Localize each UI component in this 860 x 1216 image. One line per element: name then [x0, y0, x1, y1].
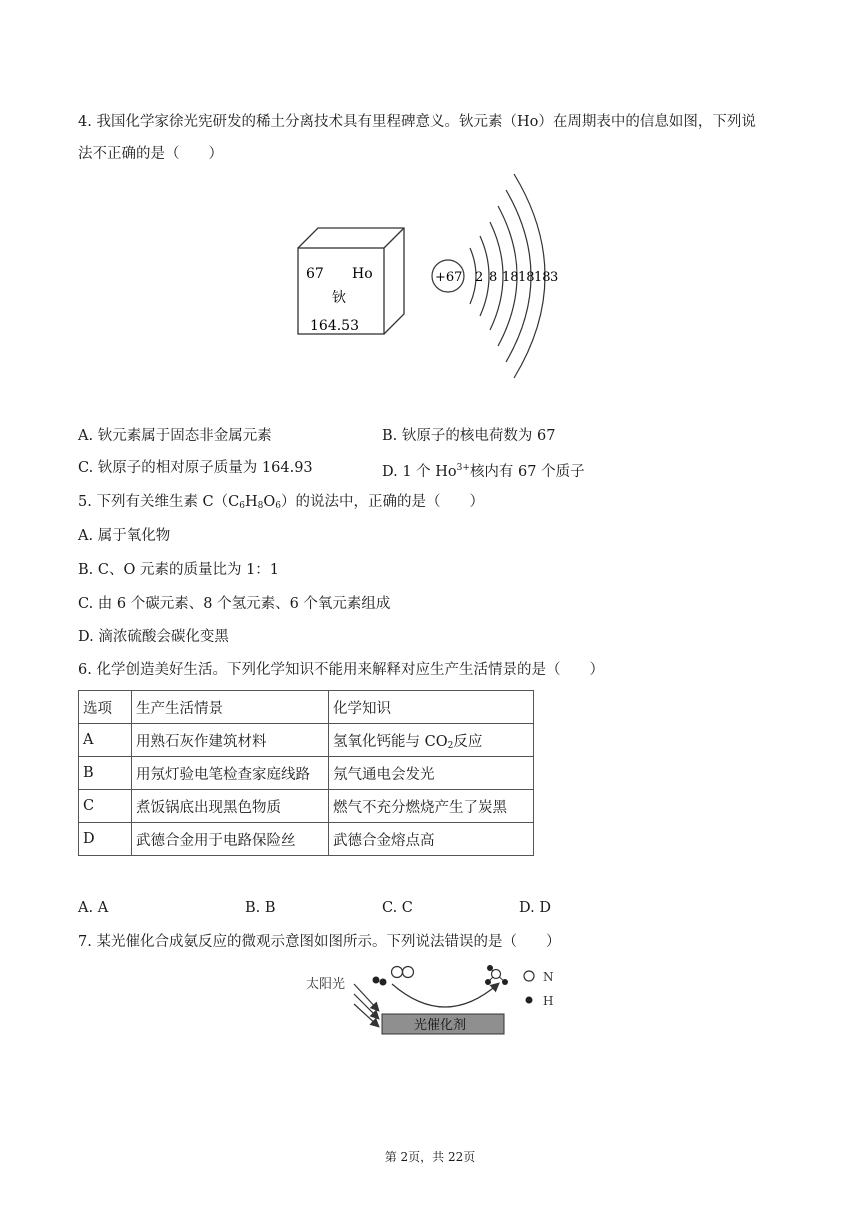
table-cell-sub: 2 — [447, 740, 454, 751]
h2-molecule — [373, 977, 387, 986]
shell-6: 3 — [550, 270, 559, 285]
nh3-molecule — [485, 965, 508, 985]
n2-molecule — [392, 967, 414, 978]
q7-stem: 7. 某光催化合成氨反应的微观示意图如图所示。下列说法错误的是（ ） — [78, 934, 561, 950]
q7-figure — [300, 960, 570, 1040]
table-cell — [329, 724, 534, 757]
table-row — [79, 757, 534, 790]
table-row — [79, 790, 534, 823]
q4-stem-line1: 4. 我国化学家徐光宪研发的稀土分离技术具有里程碑意义。钬元素（Ho）在周期表中的信息如图，下列说 — [78, 114, 756, 130]
legend-n-label: N — [543, 970, 554, 984]
shell-2: 8 — [489, 270, 498, 285]
table-cell: 武德合金用于电路保险丝 — [132, 823, 329, 856]
table-cell: B — [79, 757, 132, 790]
q5-stem — [78, 492, 484, 516]
table-cell: 用氖灯验电笔检查家庭线路 — [132, 757, 329, 790]
q5-option-a: A. 属于氧化物 — [78, 528, 171, 544]
q6-option-a: A. A — [78, 900, 109, 916]
q4-option-d-post: 核内有 67 个质子 — [469, 464, 585, 480]
nucleus-charge: +67 — [435, 270, 463, 285]
element-mass: 164.53 — [310, 318, 359, 334]
q5-option-d: D. 滴浓硫酸会碳化变黑 — [78, 629, 229, 645]
q5-stem-pre: 5. 下列有关维生素 C（C — [78, 494, 240, 510]
q5-h: H — [244, 494, 258, 510]
table-header-row — [79, 691, 534, 724]
legend-h-icon — [526, 997, 533, 1004]
sunlight-label: 太阳光 — [306, 977, 346, 992]
shell-4: 18 — [518, 270, 535, 285]
element-name: 钬 — [332, 290, 346, 306]
table-cell: 煮饭锅底出现黑色物质 — [132, 790, 329, 823]
q6-table — [78, 690, 534, 856]
q5-sub-h: 8 — [257, 501, 264, 511]
q5-option-b: B. C、O 元素的质量比为 1：1 — [78, 562, 280, 578]
element-symbol: Ho — [352, 266, 373, 282]
table-cell: 武德合金熔点高 — [329, 823, 534, 856]
q6-stem: 6. 化学创造美好生活。下列化学知识不能用来解释对应生产生活情景的是（ ） — [78, 662, 604, 678]
table-cell-text-post: 反应 — [453, 733, 483, 750]
q6-option-b: B. B — [245, 900, 276, 916]
q4-figure — [280, 170, 580, 400]
q4-option-a: A. 钬元素属于固态非金属元素 — [78, 428, 272, 444]
q5-sub-c: 6 — [239, 501, 245, 511]
page-footer: 第 2页，共 22页 — [384, 1150, 476, 1164]
table-cell: D — [79, 823, 132, 856]
table-header-cell: 生产生活情景 — [132, 691, 329, 724]
q5-option-c: C. 由 6 个碳元素、8 个氢元素、6 个氧元素组成 — [78, 596, 391, 612]
q6-option-c: C. C — [382, 900, 413, 916]
q4-option-d — [382, 458, 585, 482]
q5-sub-o: 6 — [275, 501, 281, 511]
shell-1: 2 — [475, 270, 484, 285]
q4-option-d-pre: D. 1 个 Ho — [382, 464, 457, 480]
shell-3: 18 — [502, 270, 519, 285]
catalyst-label: 光催化剂 — [414, 1018, 467, 1033]
table-cell-text: 氢氧化钙能与 CO — [333, 733, 448, 750]
q4-option-b: B. 钬原子的核电荷数为 67 — [382, 428, 556, 444]
table-row — [79, 823, 534, 856]
q4-stem-line2: 法不正确的是（ ） — [78, 146, 223, 162]
q4-option-c: C. 钬原子的相对原子质量为 164.93 — [78, 460, 313, 476]
shell-5: 18 — [534, 270, 551, 285]
table-cell: A — [79, 724, 132, 757]
table-header-cell: 化学知识 — [329, 691, 534, 724]
reaction-arrow — [392, 984, 498, 1007]
q6-option-d: D. D — [519, 900, 551, 916]
table-cell: 用熟石灰作建筑材料 — [132, 724, 329, 757]
sunlight-rays — [354, 984, 378, 1026]
table-row — [79, 724, 534, 757]
q5-stem-post: ）的说法中，正确的是（ ） — [281, 494, 484, 510]
table-cell: 燃气不充分燃烧产生了炭黑 — [329, 790, 534, 823]
q4-option-d-charge: 3+ — [456, 463, 470, 473]
table-cell: 氖气通电会发光 — [329, 757, 534, 790]
table-cell: C — [79, 790, 132, 823]
table-header-cell: 选项 — [79, 691, 132, 724]
legend-h-label: H — [543, 994, 554, 1008]
element-number: 67 — [306, 266, 324, 282]
q5-o: O — [263, 494, 276, 510]
legend-n-icon — [524, 971, 534, 981]
